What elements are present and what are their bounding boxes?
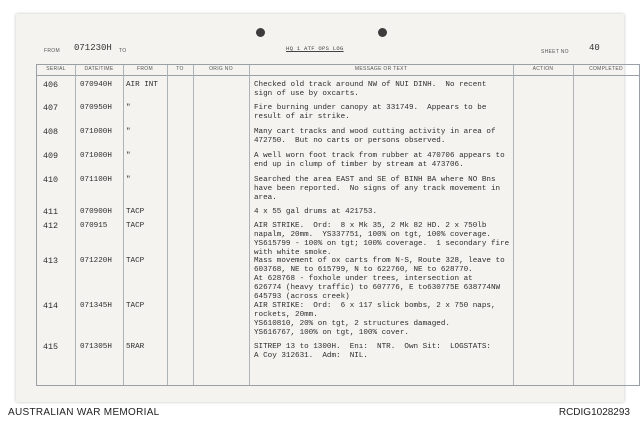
log-table (36, 64, 640, 386)
row-serial: 411 (43, 207, 59, 217)
row-datetime: 071345H (80, 302, 112, 310)
row-serial: 408 (43, 127, 59, 137)
column-divider (123, 65, 124, 385)
col-header-serial: SERIAL (46, 66, 66, 72)
row-message: Many cart tracks and wood cutting activity in area of 472750. But no carts or persons observed. (254, 128, 496, 145)
row-datetime: 070950H (80, 104, 112, 112)
row-message: Mass movement of ox carts from N-S, Route 328, leave to 603768, NE to 615799, N to 622760, NE to 628770. At 628768 - foxhole under trees, intersection at 626774 (heavy traffic) to 607776, E to630775E 638774NW 645793 (across creek) (254, 257, 505, 301)
col-header-to: TO (176, 66, 184, 72)
row-message: 4 x 55 gal drums at 421753. (254, 208, 378, 216)
row-from: TACP (126, 302, 145, 310)
row-from: TACP (126, 208, 145, 216)
row-datetime: 071000H (80, 152, 112, 160)
row-message: AIR STRIKE. Ord: 8 x Mk 35, 2 Mk 82 HD. 2 x 750lb napalm, 20mm. YS337751, 100% on tgt, 100% coverage. YS615799 - 100% on tgt; 100% coverage. 1 secondary fire with white smoke. (254, 222, 510, 257)
document-sheet (16, 14, 624, 402)
row-datetime: 071305H (80, 343, 112, 351)
row-message: AIR STRIKE: Ord: 6 x 117 slick bombs, 2 x 750 naps, rockets, 20mm. YS610810, 20% on tgt, 2 structures damaged. YS616767, 100% on tgt, 100% cover. (254, 302, 496, 337)
row-message: SITREP 13 to 1300H. Enı: NTR. Own Sit: LOGSTATS: A Coy 312631. Adm: NIL. (254, 343, 491, 360)
footer-record-id: RCDIG1028293 (558, 407, 630, 418)
row-datetime: 070915 (80, 222, 108, 230)
table-header-row (37, 65, 639, 76)
row-from: " (126, 104, 131, 112)
col-header-message: MESSAGE OR TEXT (354, 66, 408, 72)
row-datetime: 070900H (80, 208, 112, 216)
row-datetime: 070940H (80, 81, 112, 89)
col-header-datetime: DATE/TIME (84, 66, 114, 72)
row-message: A well worn foot track from rubber at 470706 appears to end up in clump of timber by stream at 473706. (254, 152, 505, 169)
row-from: " (126, 152, 131, 160)
row-from: " (126, 176, 131, 184)
row-from: 5RAR (126, 343, 145, 351)
row-from: TACP (126, 222, 145, 230)
sheet-number: 40 (589, 43, 600, 53)
row-serial: 407 (43, 103, 59, 113)
column-divider (249, 65, 250, 385)
col-header-orig-no: ORIG NO (209, 66, 233, 72)
log-title: HQ 1 ATF OPS LOG (286, 45, 344, 52)
row-serial: 412 (43, 221, 59, 231)
row-serial: 409 (43, 151, 59, 161)
col-header-completed: COMPLETED (589, 66, 623, 72)
row-datetime: 071100H (80, 176, 112, 184)
col-header-action: ACTION (532, 66, 554, 72)
row-message: Checked old track around NW of NUI DINH. No recent sign of use by oxcarts. (254, 81, 487, 98)
row-from: TACP (126, 257, 145, 265)
row-message: Fire burning under canopy at 331749. Appears to be result of air strike. (254, 104, 487, 121)
row-datetime: 071000H (80, 128, 112, 136)
from-label: FROM (44, 48, 60, 54)
column-divider (193, 65, 194, 385)
footer-institution: AUSTRALIAN WAR MEMORIAL (8, 407, 160, 418)
punch-hole-left (256, 28, 265, 37)
row-serial: 406 (43, 80, 59, 90)
row-serial: 413 (43, 256, 59, 266)
column-divider (573, 65, 574, 385)
row-datetime: 071220H (80, 257, 112, 265)
row-serial: 415 (43, 342, 59, 352)
to-label: TO (119, 48, 127, 54)
row-message: Searched the area EAST and SE of BINH BA where NO Bns have been reported. No signs of any track movement in area. (254, 176, 501, 202)
column-divider (513, 65, 514, 385)
column-divider (75, 65, 76, 385)
row-serial: 410 (43, 175, 59, 185)
sheet-label: SHEET NO (541, 49, 569, 55)
column-divider (167, 65, 168, 385)
row-from: AIR INT (126, 81, 158, 89)
row-from: " (126, 128, 131, 136)
punch-hole-right (378, 28, 387, 37)
row-serial: 414 (43, 301, 59, 311)
col-header-from: FROM (137, 66, 153, 72)
from-value: 071230H (74, 43, 112, 53)
